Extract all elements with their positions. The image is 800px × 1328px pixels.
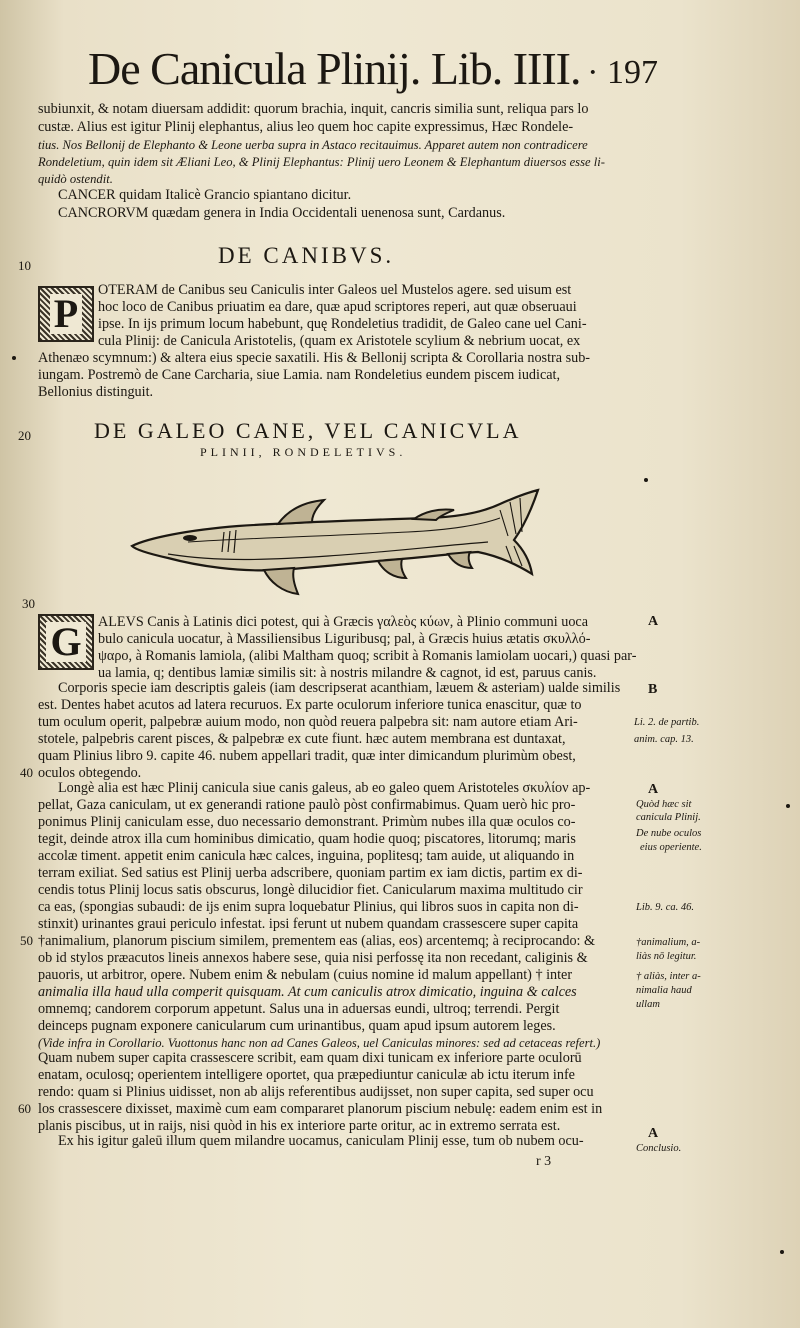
side-note: liàs nō legitur. [636, 951, 697, 962]
body-line: quam Plinius libro 9. capite 46. nubem appellari tradit, quæ inter dimicandum plurimùm obest, [38, 748, 576, 764]
side-note: eius operiente. [640, 842, 702, 853]
margin-line-number: 20 [18, 428, 31, 443]
body-line: est. Dentes habet acutos ad latera recuruos. Ex parte oculorum inferiore tunica enascitur, quæ to [38, 697, 582, 713]
side-note: anim. cap. 13. [634, 734, 694, 745]
body-line: rendo: quam si Plinius uidisset, non ab alijs referentibus audijsset, non super capita, sed super ocu [38, 1084, 594, 1100]
page-number: · 197 [587, 54, 658, 91]
margin-line-number: 40 [20, 765, 33, 780]
signature-mark: r 3 [536, 1154, 552, 1169]
shark-dorsal-fin [278, 500, 324, 524]
body-line: Corporis specie iam descriptis galeis (iam descripserat acanthiam, læuem & asteriam) ualde similis [58, 680, 621, 696]
intro-line: Rondeletium, quin idem sit Æliani Leo, & Plinij Elephantus: Plinij uero Leonem & Elephantum diuersos esse li- [38, 155, 605, 169]
margin-line-number: 50 [20, 933, 33, 948]
side-note: †animalium, a- [636, 937, 701, 948]
shark-eye [183, 535, 197, 541]
body-line: tegit, deinde atrox illa cum hominibus dimicatio, quam hodie quoq; piscatores, litorumq; maris [38, 831, 576, 847]
side-note: Quòd hæc sit [636, 799, 692, 810]
margin-line-number: 10 [18, 258, 31, 273]
body-line: †animalium, planorum piscium similem, prementem eas (alias, eos) arcentemq; à reciprocando: & [38, 933, 596, 949]
body-line: accolæ timent. appetit enim canicula hæc calces, inguina, poplitesq; tam auide, ut aliquando in [38, 848, 575, 864]
body-line: Ex his igitur galeū illum quem milandre uocamus, caniculam Plinij esse, tum ob nubem ocu- [58, 1133, 584, 1149]
body-line: bulo canicula uocatur, à Massiliensibus Liguribusq; pal, à Græcis huius ætatis σκυλλό- [98, 631, 591, 647]
shark-woodcut-illustration [128, 486, 548, 596]
body-line: hoc loco de Canibus priuatim ea dare, quæ apud scriptores reperi, aut quæ obseruaui [98, 299, 577, 315]
body-line: los crassescere dixisset, maximè cum eam compararet planorum piscium nebulę: eadem enim est in [38, 1101, 603, 1117]
intro-line: tius. Nos Bellonij de Elephanto & Leone uerba supra in Astaco recitauimus. Apparet autem non contradicere [38, 138, 588, 152]
margin-letter: A [648, 614, 659, 629]
body-line: ua lamia, q; dentibus lamiæ similis sit: à nostris milandre & cagnot, id est, paruus canis. [98, 665, 597, 681]
body-line: stotele, palpebris carent pisces, & palpebræ ex cute fiunt. hæc autem membrana est duntaxat, [38, 731, 566, 747]
side-note: Li. 2. de partib. [634, 717, 700, 728]
body-line: Athenæo scymnum:) & altera eius specie saxatili. His & Bellonij scripta & Corollaria nostra sub- [38, 350, 591, 366]
body-line: animalia illa haud ulla comperit quisquam. At cum caniculis atrox dimicatio, inguina & calces [38, 984, 577, 1000]
intro-line: CANCRORVM quædam genera in India Occidentali uenenosa sunt, Cardanus. [58, 205, 506, 221]
decorated-initial: P [38, 286, 94, 342]
side-note: Lib. 9. ca. 46. [636, 902, 695, 913]
body-line: iungam. Postremò de Cane Carcharia, siue Lamia. nam Rondeletius eundem piscem iudicat, [38, 367, 561, 383]
decorated-initial: G [38, 614, 94, 670]
body-line: oculos obtegendo. [38, 765, 142, 781]
body-line: ipse. In ijs primum locum habebunt, quę Rondeletius tradidit, de Galeo cane uel Cani- [98, 316, 587, 332]
body-line: cendis totus Plinij locus satis obscurus, longè dilucidior fiet. Canicularum maxima multitudo cir [38, 882, 583, 898]
body-line: pellat, Gaza caniculam, ut ex generandi ratione paulò pòst confirmabimus. Quam uerò hic pro- [38, 797, 576, 813]
body-line: cula Plinij: de Canicula Aristotelis, (quam ex Aristotele scylium & nebrium uocat, ex [98, 333, 581, 349]
body-line: deinceps pugnam exponere canicularum cum urinantibus, quam apud ipsum autorem leges. [38, 1018, 556, 1034]
body-line: OTERAM de Canibus seu Caniculis inter Galeos uel Mustelos agere. sed uisum est [98, 282, 572, 298]
side-note: De nube oculos [636, 828, 702, 839]
section-heading: DE GALEO CANE, VEL CANICVLA [94, 418, 522, 443]
body-line: pauoris, ut arbitror, opere. Nubem enim & nebulam (cuius nomine id malum appellant) † inter [38, 967, 573, 983]
margin-line-number: 30 [22, 596, 35, 611]
body-line: (Vide infra in Corollario. Vuottonus hanc non ad Canes Galeos, uel Caniculas minores: sed ad cetaceas refert.) [38, 1036, 601, 1050]
intro-line: subiunxit, & notam diuersam addidit: quorum brachia, inquit, cancris similia sunt, reliqua pars lo [38, 101, 589, 117]
side-note: Conclusio. [636, 1143, 682, 1154]
shark-anal-fin [448, 552, 472, 568]
body-line: ob id stylos præacutos lineis annexos habere sese, quia nisi perfossę ita non recedant, caliginis & [38, 950, 588, 966]
body-line: Bellonius distinguit. [38, 384, 154, 400]
body-line: ca eas, (spongias subaudi: de ijs enim supra loquebatur Plinius, qui libros suos in capita non di- [38, 899, 579, 915]
shark-body [132, 490, 538, 574]
body-line: ALEVS Canis à Latinis dici potest, qui à Græcis γαλεὸς κύων, à Plinio communi uoca [98, 614, 589, 630]
side-note: canicula Plinij. [636, 812, 701, 823]
body-line: Longè alia est hæc Plinij canicula siue canis galeus, ab eo galeo quem Aristoteles σκυλίον ap- [58, 780, 591, 796]
body-line: stinxit) urinantes graui periculo infestat. ipsi ferunt ut nubem quandam crassescere super capita [38, 916, 579, 932]
body-line: Quam nubem super capita crassescere scribit, eam quam dixi tunicam ex inferiore parte oculorū [38, 1050, 582, 1066]
margin-dot [780, 1250, 784, 1254]
shark-pectoral-fin [264, 568, 298, 594]
side-note: nimalia haud [636, 985, 692, 996]
intro-line: custæ. Alius est igitur Plinij elephantus, alius leo quem hoc capite expressimus, Hæc Rondele- [38, 119, 574, 135]
page-header [88, 42, 658, 102]
body-line: terram exiliat. Sed satius est Plinij uerba adscribere, quoniam partim ex iam dictis, partim ex di- [38, 865, 583, 881]
intro-line: CANCER quidam Italicè Grancio spiantano dicitur. [58, 187, 352, 203]
side-note: ullam [636, 999, 660, 1010]
margin-letter: A [648, 1126, 659, 1141]
side-note: † aliàs, inter a- [636, 971, 701, 982]
margin-dot [12, 356, 16, 360]
margin-letter: A [648, 782, 659, 797]
body-line: tum oculum operit, palpebræ auium modo, non quòd reuera palpebra sit: nam autore etiam Ari- [38, 714, 578, 730]
body-line: omnemq; candorem corporum appetunt. Salus una in aduersas eundi, ultroq; terrendi. Pergit [38, 1001, 560, 1017]
margin-line-number: 60 [18, 1101, 31, 1116]
section-heading: DE CANIBVS. [218, 243, 395, 268]
margin-letter: B [648, 682, 658, 697]
body-line: ponimus Plinij caniculam esse, duo necessario demonstrant. Primùm nubes illa quæ oculos co- [38, 814, 576, 830]
margin-dot [786, 804, 790, 808]
running-title: De Canicula Plinij. Lib. IIII. [88, 43, 581, 94]
body-line: enatam, oculosq; operientem intelligere oportet, qua præpediuntur caniculæ ab ictu iterum infe [38, 1067, 575, 1083]
section-subheading: PLINII, RONDELETIVS. [200, 445, 407, 459]
intro-line: quidò ostendit. [38, 172, 113, 186]
body-line: planis piscibus, ut in raijs, nisi quòd in his ex interiore parte oritur, ac in extremo serrata est. [38, 1118, 561, 1134]
shark-pelvic-fin [378, 559, 406, 578]
body-line: ψαρο, à Romanis lamiola, (alibi Maltham quoq; scribit à Romanis lamiolam uocari,) quasi par- [98, 648, 637, 664]
margin-dot [644, 478, 648, 482]
